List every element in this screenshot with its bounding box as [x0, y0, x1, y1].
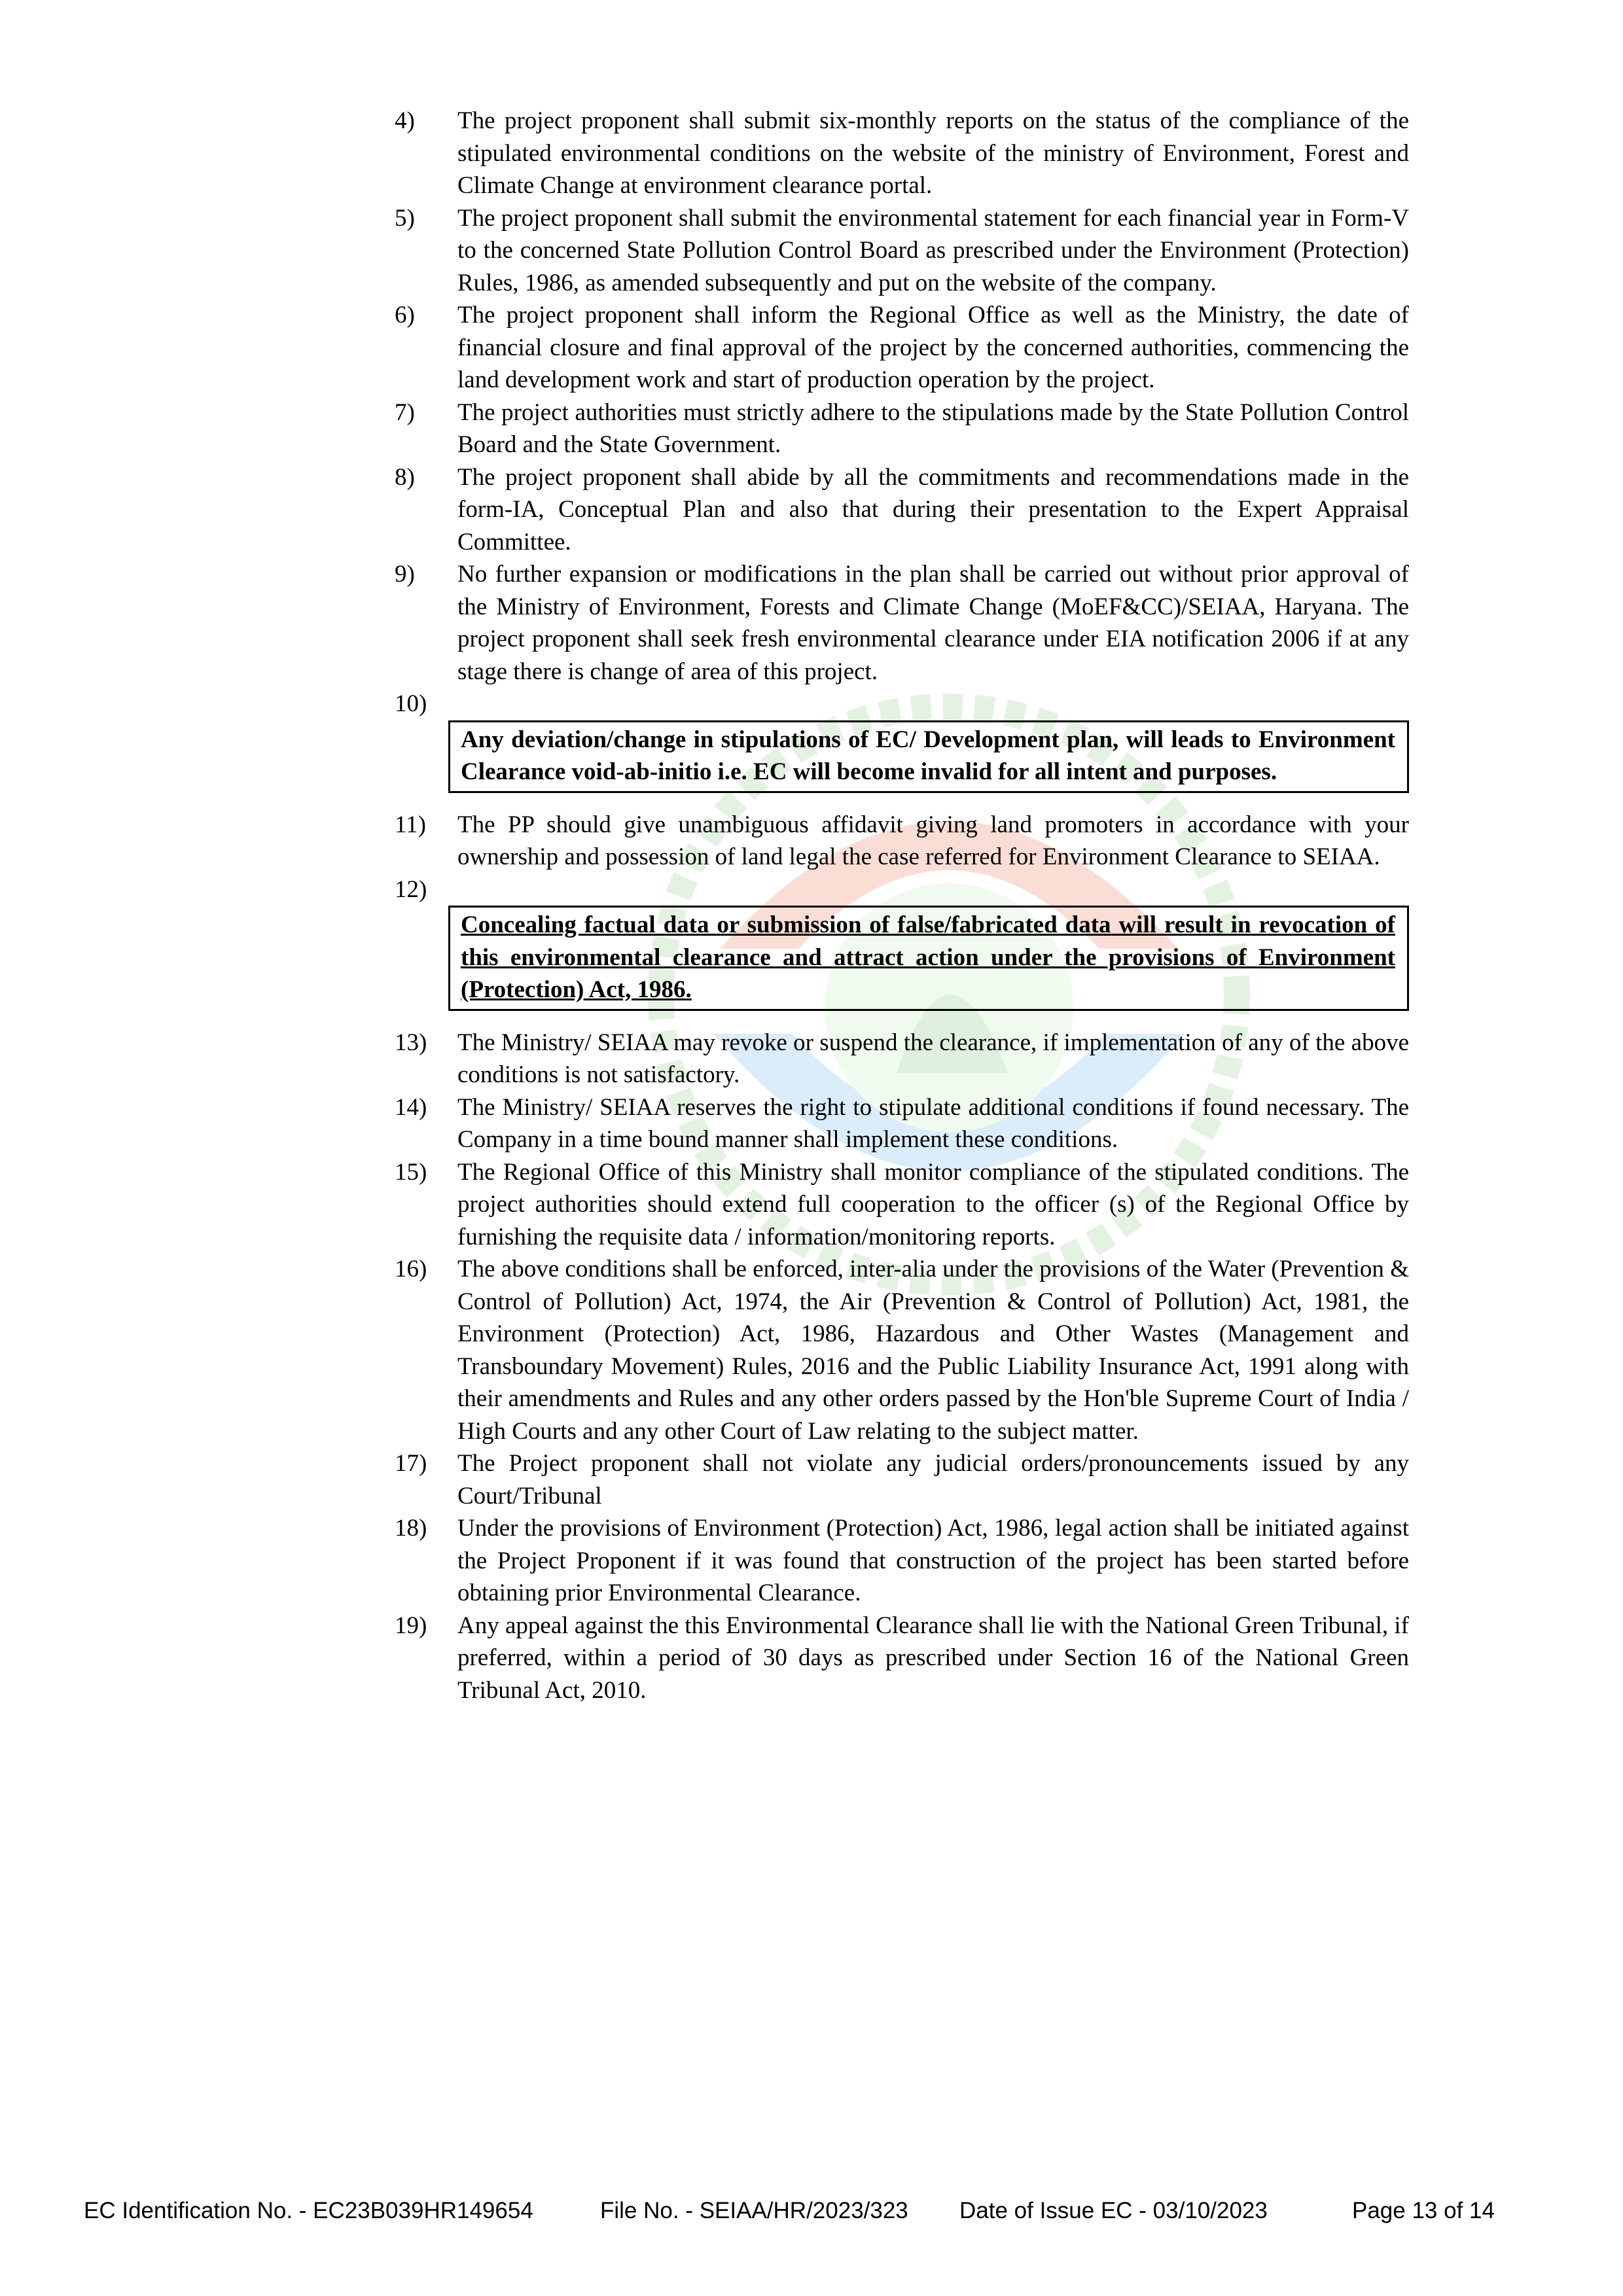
condition-19 — [395, 1610, 1409, 1707]
condition-4 — [395, 105, 1409, 202]
condition-15 — [395, 1156, 1409, 1254]
date-of-issue: Date of Issue EC - 03/10/2023 — [959, 2198, 1268, 2223]
concealing-warning: Concealing factual data or submission of false/fabricated data will result in revocation of this environmental clearance and attract action under the provisions of Environment (Protection) Act, 1986. — [448, 906, 1409, 1011]
condition-text: The above conditions shall be enforced, inter-alia under the provisions of the Water (Prevention & Control of Pollution) Act, 1974, the Air (Prevention & Control of Pollution) Act, 1981, the Environment (Protection) Act, 1986, Hazardous and Other Wastes (Management and Transboundary Movement) Rules, 2016 and the Public Liability Insurance Act, 1991 along with their amendments and Rules and any other orders passed by the Hon'ble Supreme Court of India / High Courts and any other Court of Law relating to the subject matter. — [457, 1256, 1409, 1445]
condition-number: 11) — [395, 811, 426, 838]
condition-number: 19) — [395, 1612, 427, 1639]
condition-number: 12) — [395, 875, 427, 903]
condition-17 — [395, 1447, 1409, 1512]
condition-text: The project proponent shall abide by all the commitments and recommendations made in the form-IA, Conceptual Plan and also that during their presentation to the Expert Appraisal Committee. — [457, 463, 1409, 556]
condition-number: 16) — [395, 1256, 427, 1282]
condition-10 — [395, 688, 1409, 720]
condition-number: 4) — [395, 107, 415, 134]
condition-text: The project proponent shall inform the Regional Office as well as the Ministry, the date of financial closure and final approval of the project by the concerned authorities, commencing the land development work and start of production operation by the project. — [457, 302, 1409, 393]
condition-14 — [395, 1091, 1409, 1156]
condition-number: 6) — [395, 302, 415, 328]
condition-text: The Project proponent shall not violate any judicial orders/pronouncements issued by any Court/Tribunal — [457, 1450, 1409, 1510]
condition-13 — [395, 1027, 1409, 1091]
condition-number: 10) — [395, 690, 427, 717]
condition-6 — [395, 299, 1409, 397]
condition-number: 7) — [395, 398, 415, 426]
condition-7 — [395, 397, 1409, 461]
condition-number: 15) — [395, 1158, 427, 1186]
condition-text: Under the provisions of Environment (Protection) Act, 1986, legal action shall be initiated against the Project Proponent if it was found that construction of the project has been started before obtaining prior Environmental Clearance. — [457, 1515, 1409, 1606]
condition-number: 14) — [395, 1093, 427, 1121]
condition-text: The project authorities must strictly adhere to the stipulations made by the State Pollution Control Board and the State Government. — [457, 398, 1409, 458]
condition-number: 9) — [395, 561, 415, 588]
ec-identification-number: EC Identification No. - EC23B039HR149654 — [84, 2198, 533, 2223]
condition-9 — [395, 558, 1409, 688]
condition-16 — [395, 1253, 1409, 1447]
condition-text — [457, 874, 1409, 906]
condition-5 — [395, 202, 1409, 300]
condition-text: No further expansion or modifications in the plan shall be carried out without prior approval of the Ministry of Environment, Forests and Climate Change (MoEF&CC)/SEIAA, Haryana. The project proponent shall seek fresh environmental clearance under EIA notification 2006 if at any stage there is change of area of this project. — [457, 561, 1409, 685]
condition-number: 8) — [395, 463, 415, 491]
condition-18 — [395, 1512, 1409, 1610]
deviation-warning: Any deviation/change in stipulations of EC/ Development plan, will leads to Environment Clearance void-ab-initio i.e. EC will become invalid for all intent and purposes. — [448, 720, 1409, 793]
page-number: Page 13 of 14 — [1352, 2198, 1495, 2223]
condition-number: 5) — [395, 204, 415, 232]
condition-12 — [395, 874, 1409, 906]
condition-text: The Ministry/ SEIAA may revoke or suspend the clearance, if implementation of any of the above conditions is not satisfactory. — [457, 1029, 1409, 1088]
condition-text: Any appeal against the this Environmental Clearance shall lie with the National Green Tribunal, if preferred, within a period of 30 days as prescribed under Section 16 of the National Green Tribunal Act, 2010. — [457, 1612, 1409, 1704]
condition-text: The project proponent shall submit the environmental statement for each financial year in Form-V to the concerned State Pollution Control Board as prescribed under the Environment (Protection) Rules, 1986, as amended subsequently and put on the website of the company. — [457, 204, 1409, 296]
condition-8 — [395, 461, 1409, 559]
file-number: File No. - SEIAA/HR/2023/323 — [600, 2198, 908, 2223]
boxed-notice-10 — [448, 720, 1409, 793]
condition-number: 17) — [395, 1450, 427, 1477]
condition-text: The Regional Office of this Ministry shall monitor compliance of the stipulated conditions. The project authorities should extend full cooperation to the officer (s) of the Regional Office by furnishing the requisite data / information/monitoring reports. — [457, 1158, 1409, 1250]
condition-text — [457, 688, 1409, 720]
conditions-list — [395, 105, 1409, 1706]
condition-text: The project proponent shall submit six-monthly reports on the status of the compliance of the stipulated environmental conditions on the website of the ministry of Environment, Forest and Climate Change at environment clearance portal. — [457, 107, 1409, 199]
condition-number: 13) — [395, 1029, 427, 1056]
condition-number: 18) — [395, 1515, 427, 1542]
boxed-notice-12 — [448, 906, 1409, 1011]
condition-text: The PP should give unambiguous affidavit giving land promoters in accordance with your ownership and possession of land legal the case referred for Environment Clearance to SEIAA. — [457, 811, 1409, 870]
condition-11 — [395, 809, 1409, 874]
condition-text: The Ministry/ SEIAA reserves the right to stipulate additional conditions if found necessary. The Company in a time bound manner shall implement these conditions. — [457, 1093, 1409, 1153]
